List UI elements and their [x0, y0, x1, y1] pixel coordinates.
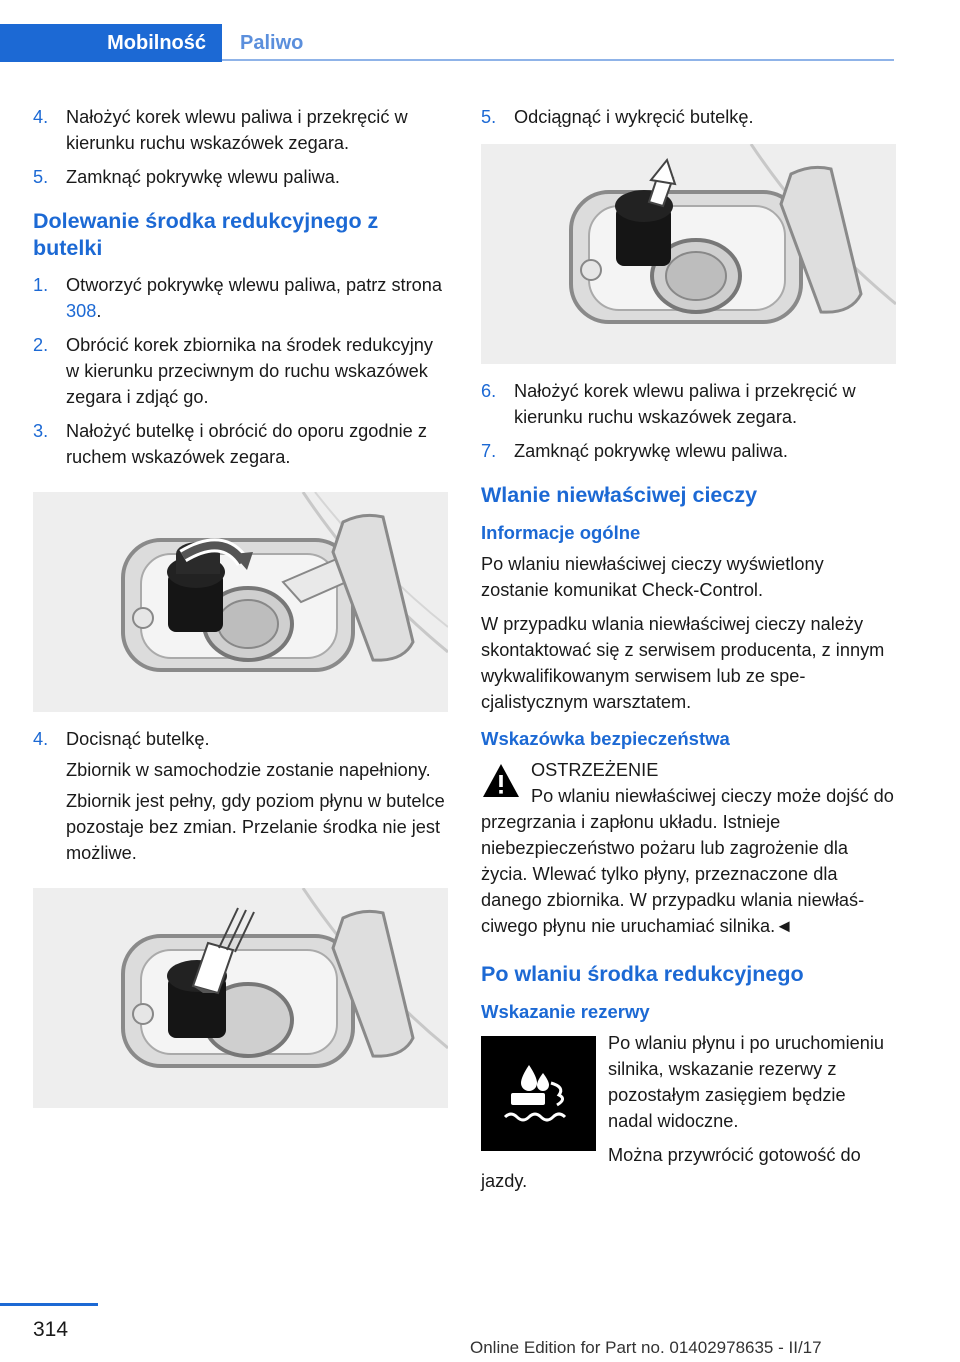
step-number: 4. [33, 107, 49, 127]
left-column [33, 104, 448, 1108]
step-text: Zamknąć pokrywkę wlewu paliwa. [514, 441, 788, 461]
reductant-reserve-icon [481, 1036, 596, 1151]
step-item [481, 378, 895, 430]
step-number: 5. [481, 107, 497, 127]
illustration-bottle-unscrew [481, 144, 896, 364]
step-item [33, 164, 448, 190]
step-number: 5. [33, 167, 49, 187]
step-item [33, 726, 448, 866]
header-rule [222, 59, 894, 61]
footer-rule [0, 1303, 98, 1306]
step-item [33, 332, 448, 410]
page-header [0, 0, 960, 64]
subheading-general-info: Informacje ogólne [481, 522, 641, 543]
page-number: 314 [33, 1318, 69, 1341]
step-item [33, 418, 448, 470]
step-text [66, 272, 448, 324]
step-text-main: Otworzyć pokrywkę wlewu paliwa, patrz strona [66, 275, 443, 295]
paragraph: W przypadku wlania niewłaściwej cieczy należy skontaktować się z serwisem producenta, z innym wykwalifikowanym serwisem lub ze specjalistycznym warsztatem. [481, 614, 885, 712]
step-text: Nałożyć korek wlewu paliwa i przekręcić w kierunku ruchu wskazówek zegara. [514, 381, 856, 427]
step-number: 1. [33, 275, 49, 295]
illustration-bottle-press [33, 888, 448, 1108]
step-text: Docisnąć butelkę. [66, 729, 210, 749]
warning-block [481, 757, 895, 939]
step-text: Odciągnąć i wykręcić butelkę. [514, 107, 754, 127]
illustration-bottle-rotate [33, 492, 448, 712]
step-number: 6. [481, 381, 497, 401]
section-tab-mobilnosc: Mobilność [0, 24, 222, 62]
section-heading-wrong-fluid: Wlanie niewłaściwej cieczy [481, 483, 758, 507]
subsection-tab-paliwo: Paliwo [240, 31, 304, 54]
paragraph: Po wlaniu niewłaściwej cieczy wyświetlony zostanie komunikat Check-Control. [481, 554, 824, 600]
step-subtext: Zbiornik jest pełny, gdy poziom płynu w butelce pozostaje bez zmian. Przelanie środka nie jest możliwe. [66, 791, 445, 863]
warning-icon [481, 761, 521, 801]
paragraph: Można przywrócić gotowość do jazdy. [481, 1145, 861, 1191]
step-number: 7. [481, 441, 497, 461]
page-reference-link[interactable]: 308 [66, 301, 97, 321]
step-text: Nałożyć korek wlewu paliwa i przekręcić w kierunku ruchu wskazówek zegara. [66, 107, 408, 153]
step-number: 2. [33, 335, 49, 355]
section-heading-refill: Dolewanie środka redukcyjnego z butelki [33, 209, 379, 260]
right-column [481, 104, 895, 1202]
warning-title: OSTRZEŻENIE [531, 760, 659, 780]
step-item [481, 438, 895, 464]
paragraph: Po wlaniu płynu i po uruchomieniu silnika, wskazanie rezerwy z pozostałym zasięgiem będzie nadal widoczne. [608, 1033, 885, 1131]
step-number: 4. [33, 729, 49, 749]
step-text-end: . [96, 301, 102, 321]
step-text: Zamknąć pokrywkę wlewu paliwa. [66, 167, 340, 187]
step-text: Nałożyć butelkę i obrócić do oporu zgodnie z ruchem wskazówek zegara. [66, 421, 427, 467]
subheading-safety-note: Wskazówka bezpieczeństwa [481, 728, 730, 749]
step-number: 3. [33, 421, 49, 441]
section-heading-after-refill: Po wlaniu środka redukcyjnego [481, 962, 804, 986]
step-text: Obrócić korek zbiornika na środek redukcyjny w kierunku przeciwnym do ruchu wskazówek zegara i zdjąć go. [66, 335, 433, 407]
step-item [481, 104, 895, 130]
reserve-block [481, 1030, 895, 1194]
warning-text: Po wlaniu niewłaściwej cieczy może dojść do przegrzania i zapłonu układu. Istnieje niebezpieczeństwo pożaru lub zagrożenie dla życia. Wlewać tylko płyny, przeznaczone dla danego zbiornika. W przypadku wlania niewłaściwego płynu nie uruchamiać silnika.◄ [481, 786, 894, 936]
step-item [33, 104, 448, 156]
edition-footer: Online Edition for Part no. 01402978635 - II/17 [470, 1338, 822, 1357]
step-subtext: Zbiornik w samochodzie zostanie napełniony. [66, 760, 431, 780]
subheading-reserve-display: Wskazanie rezerwy [481, 1001, 650, 1022]
step-item [33, 272, 448, 324]
